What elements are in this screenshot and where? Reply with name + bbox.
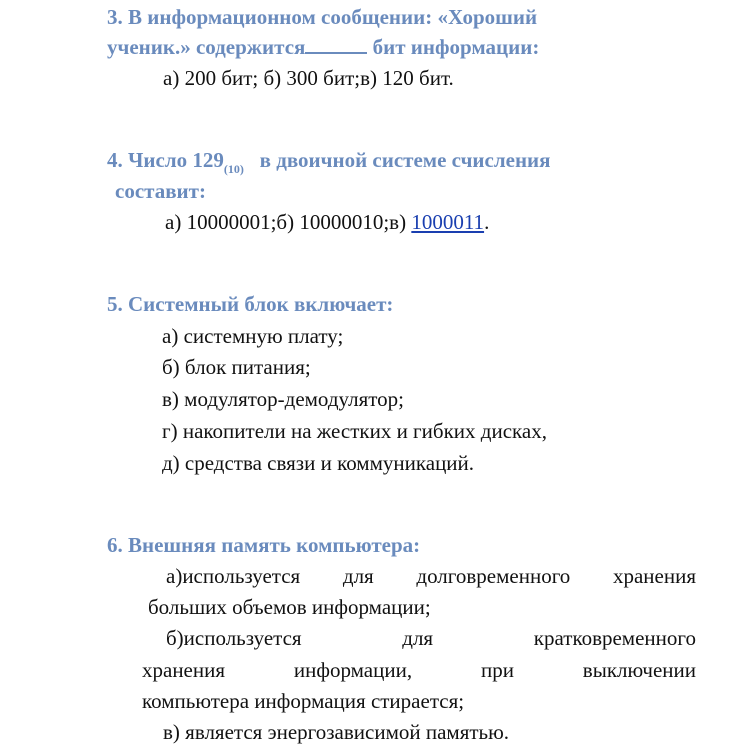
q4-answers-text: а) 10000001;б) 10000010;в) (165, 210, 412, 234)
q6-option-c: в) является энергозависимой памятью. (163, 720, 510, 744)
q4-title-end: в двоичной системе счисления (243, 148, 551, 172)
q6-option-a-line1: а)используется для долговременного хранения (166, 564, 696, 588)
q4-title-line2: составит: (115, 179, 206, 203)
q6-option-a-line2: больших объемов информации; (148, 595, 431, 619)
q3-title-line1: 3. В информационном сообщении: «Хороший (107, 5, 538, 29)
q5-option-d: г) накопители на жестких и гибких дисках, (162, 419, 547, 443)
q5-option-c: в) модулятор-демодулятор; (162, 387, 404, 411)
q6-option-b-line3: компьютера информация стирается; (142, 689, 465, 713)
q3-title-line2-end: бит информации: (367, 35, 540, 59)
q3-title-line2 (107, 32, 539, 62)
q3-answers: а) 200 бит; б) 300 бит;в) 120 бит. (163, 66, 454, 90)
q6-option-b-line1: б)используется для кратковременного (166, 626, 696, 650)
q4-answers-end: . (484, 210, 490, 234)
q4-subscript: (10) (223, 162, 244, 176)
q6-option-b-line2: хранения информации, при выключении (142, 658, 696, 682)
q5-option-e: д) средства связи и коммуникаций. (162, 451, 475, 475)
q4-answers (165, 207, 489, 237)
q4-title-start: 4. Число 129 (107, 148, 224, 172)
q6-title: 6. Внешняя память компьютера: (107, 533, 421, 557)
q4-answer-link[interactable]: 1000011 (411, 210, 485, 234)
q5-option-b: б) блок питания; (162, 355, 311, 379)
q5-option-a: а) системную плату; (162, 324, 344, 348)
q5-title: 5. Системный блок включает: (107, 292, 394, 316)
q3-title-line2-start: ученик.» содержится (107, 35, 306, 59)
q3-answer-blank (305, 34, 367, 54)
